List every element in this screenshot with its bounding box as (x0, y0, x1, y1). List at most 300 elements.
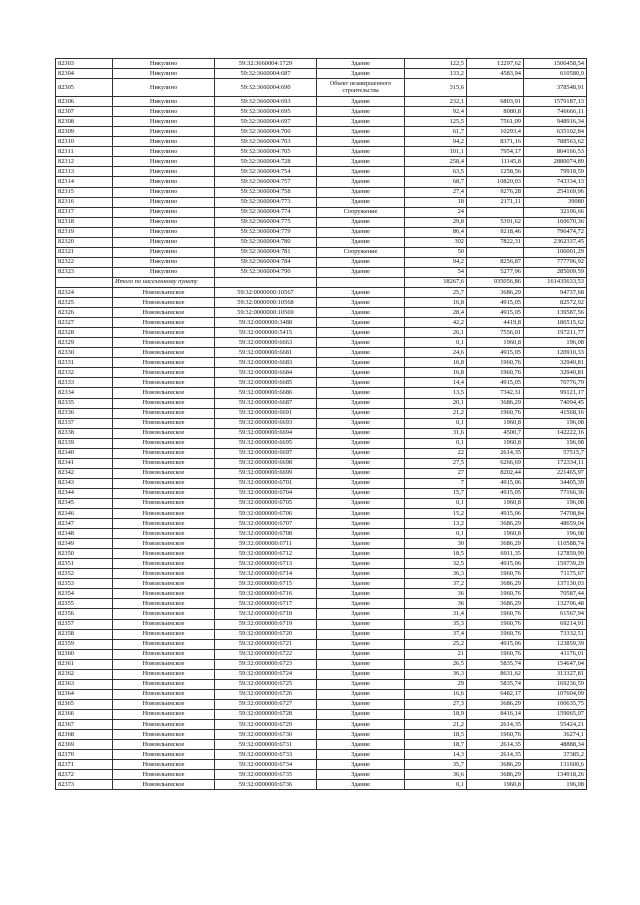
row-number-cell: 82354 (56, 589, 113, 599)
row-number-cell: 82329 (56, 338, 113, 348)
cadastral-value-per-unit-cell: 3686,29 (467, 539, 524, 549)
area-cell: 21,2 (405, 408, 467, 418)
object-type-cell: Здание (317, 458, 405, 468)
object-type-cell: Здание (317, 569, 405, 579)
area-cell: 35,7 (405, 760, 467, 770)
object-type-cell: Здание (317, 559, 405, 569)
table-row (56, 569, 587, 579)
locality-cell: Никулино (113, 137, 215, 147)
locality-cell: Новоильинское (113, 709, 215, 719)
cadastral-number-cell: 59:32:3660004:754 (215, 167, 317, 177)
object-type-cell: Здание (317, 529, 405, 539)
locality-cell: Новоильинское (113, 448, 215, 458)
table-row (56, 167, 587, 177)
cadastral-value-per-unit-cell: 3686,29 (467, 287, 524, 297)
area-cell: 50 (405, 247, 467, 257)
object-type-cell: Здание (317, 267, 405, 277)
cadastral-value-cell: 1506458,54 (524, 59, 587, 69)
row-number-cell: 82344 (56, 488, 113, 498)
table-row (56, 468, 587, 478)
cadastral-number-cell: 59:32:0000000:6728 (215, 709, 317, 719)
cadastral-number-cell: 59:32:0000000:6663 (215, 338, 317, 348)
row-number-cell: 82360 (56, 649, 113, 659)
table-row (56, 147, 587, 157)
area-cell: 14,4 (405, 378, 467, 388)
area-cell: 42,2 (405, 318, 467, 328)
locality-cell: Никулино (113, 157, 215, 167)
row-number-cell: 82319 (56, 227, 113, 237)
locality-cell: Никулино (113, 217, 215, 227)
row-number-cell: 82321 (56, 247, 113, 257)
cadastral-value-per-unit-cell: 1960,8 (467, 338, 524, 348)
table-row (56, 267, 587, 277)
row-number-cell: 82308 (56, 117, 113, 127)
area-cell: 232,1 (405, 97, 467, 107)
area-cell: 125,5 (405, 117, 467, 127)
cadastral-number-cell: 59:32:0000000:6685 (215, 378, 317, 388)
cadastral-value-cell: 142222,16 (524, 428, 587, 438)
locality-cell: Новоильинское (113, 428, 215, 438)
cadastral-value-cell: 57515,7 (524, 448, 587, 458)
object-type-cell: Здание (317, 589, 405, 599)
locality-cell: Новоильинское (113, 408, 215, 418)
row-number-cell: 82330 (56, 348, 113, 358)
subtotal-row (56, 277, 587, 287)
cadastral-number-cell: 59:32:0000000:6714 (215, 569, 317, 579)
cadastral-value-cell: 94737,68 (524, 287, 587, 297)
cadastral-value-per-unit-cell: 5277,96 (467, 267, 524, 277)
cadastral-value-per-unit-cell: 3686,29 (467, 760, 524, 770)
object-type-cell: Здание (317, 197, 405, 207)
cadastral-number-cell: 59:32:3660004:775 (215, 217, 317, 227)
locality-cell: Новоильинское (113, 699, 215, 709)
table-row (56, 730, 587, 740)
cadastral-number-cell: 59:32:0000000:6723 (215, 659, 317, 669)
locality-cell: Никулино (113, 227, 215, 237)
object-type-cell: Здание (317, 378, 405, 388)
cadastral-number-cell: 59:32:0000000:6699 (215, 468, 317, 478)
row-number-cell: 82311 (56, 147, 113, 157)
row-number-cell: 82349 (56, 539, 113, 549)
cadastral-value-cell: 169236,59 (524, 679, 587, 689)
area-cell: 18267,6 (405, 277, 467, 287)
cadastral-value-per-unit-cell: 7556,01 (467, 328, 524, 338)
cadastral-value-cell: 134918,26 (524, 770, 587, 780)
cadastral-number-cell: 59:32:3660004:697 (215, 117, 317, 127)
cadastral-value-cell: 127859,99 (524, 549, 587, 559)
table-row (56, 97, 587, 107)
cadastral-value-per-unit-cell: 11145,8 (467, 157, 524, 167)
cadastral-value-cell: 196,08 (524, 438, 587, 448)
cadastral-value-per-unit-cell: 3686,29 (467, 599, 524, 609)
cadastral-value-cell: 41568,16 (524, 408, 587, 418)
cadastral-value-cell: 313327,81 (524, 669, 587, 679)
object-type-cell: Здание (317, 348, 405, 358)
row-number-cell: 82364 (56, 689, 113, 699)
area-cell: 133,2 (405, 69, 467, 79)
area-cell: 36 (405, 599, 467, 609)
object-type-cell: Здание (317, 398, 405, 408)
cadastral-number-cell: 59:32:0000000:10567 (215, 287, 317, 297)
locality-cell: Новоильинское (113, 438, 215, 448)
cadastral-number-cell: 59:32:0000000:6687 (215, 398, 317, 408)
cadastral-value-cell: 2880074,89 (524, 157, 587, 167)
row-number-cell: 82370 (56, 750, 113, 760)
cadastral-value-cell: 172334,11 (524, 458, 587, 468)
table-row (56, 69, 587, 79)
table-row (56, 549, 587, 559)
object-type-cell: Здание (317, 629, 405, 639)
table-row (56, 187, 587, 197)
cadastral-value-cell: 160670,36 (524, 217, 587, 227)
cadastral-value-per-unit-cell: 935056,86 (467, 277, 524, 287)
table-row (56, 428, 587, 438)
row-number-cell: 82358 (56, 629, 113, 639)
object-type-cell: Здание (317, 117, 405, 127)
area-cell: 94,2 (405, 137, 467, 147)
row-number-cell: 82335 (56, 398, 113, 408)
cadastral-value-per-unit-cell: 8416,14 (467, 709, 524, 719)
area-cell: 18,9 (405, 709, 467, 719)
cadastral-value-cell: 139587,56 (524, 308, 587, 318)
area-cell: 16,6 (405, 689, 467, 699)
cadastral-value-cell: 948916,34 (524, 117, 587, 127)
table-row (56, 709, 587, 719)
object-type-cell: Здание (317, 107, 405, 117)
row-number-cell (56, 277, 113, 287)
locality-cell: Никулино (113, 97, 215, 107)
cadastral-value-per-unit-cell: 7342,31 (467, 388, 524, 398)
cadastral-number-cell: 59:32:0000000:6729 (215, 720, 317, 730)
cadastral-value-cell: 37385,2 (524, 750, 587, 760)
cadastral-number-cell: 59:32:3660004:687 (215, 69, 317, 79)
row-number-cell: 82332 (56, 368, 113, 378)
locality-cell: Новоильинское (113, 348, 215, 358)
row-number-cell: 82318 (56, 217, 113, 227)
table-row (56, 328, 587, 338)
cadastral-value-per-unit-cell: 8256,87 (467, 257, 524, 267)
locality-cell: Никулино (113, 247, 215, 257)
row-number-cell: 82331 (56, 358, 113, 368)
cadastral-value-per-unit-cell: 12297,62 (467, 59, 524, 69)
cadastral-value-per-unit-cell: 1960,76 (467, 569, 524, 579)
locality-cell: Новоильинское (113, 720, 215, 730)
row-number-cell: 82367 (56, 720, 113, 730)
table-row (56, 639, 587, 649)
area-cell: 24,6 (405, 348, 467, 358)
cadastral-value-per-unit-cell: 4583,94 (467, 69, 524, 79)
row-number-cell: 82359 (56, 639, 113, 649)
row-number-cell: 82361 (56, 659, 113, 669)
object-type-cell: Здание (317, 448, 405, 458)
table-row (56, 358, 587, 368)
row-number-cell: 82340 (56, 448, 113, 458)
cadastral-value-cell: 70776,79 (524, 378, 587, 388)
object-type-cell: Здание (317, 699, 405, 709)
locality-cell: Новоильинское (113, 488, 215, 498)
row-number-cell: 82333 (56, 378, 113, 388)
cadastral-value-per-unit-cell: 1960,76 (467, 368, 524, 378)
cadastral-value-per-unit-cell: 4915,05 (467, 378, 524, 388)
cadastral-number-cell: 59:32:3660004:781 (215, 247, 317, 257)
area-cell: 14,3 (405, 750, 467, 760)
cadastral-number-cell: 59:32:0000000:6720 (215, 629, 317, 639)
cadastral-number-cell: 59:32:0000000:6715 (215, 579, 317, 589)
table-row (56, 679, 587, 689)
area-cell: 20,1 (405, 398, 467, 408)
area-cell: 0,1 (405, 418, 467, 428)
area-cell: 28,4 (405, 308, 467, 318)
cadastral-number-cell: 59:32:3660004:705 (215, 147, 317, 157)
table-row (56, 689, 587, 699)
table-row (56, 247, 587, 257)
table-row (56, 619, 587, 629)
locality-cell: Никулино (113, 69, 215, 79)
cadastral-number-cell: 59:32:0000000:6733 (215, 750, 317, 760)
cadastral-value-per-unit-cell: 1960,76 (467, 629, 524, 639)
table-row (56, 488, 587, 498)
cadastral-number-cell: 59:32:3660004:757 (215, 177, 317, 187)
locality-cell: Никулино (113, 197, 215, 207)
cadastral-value-per-unit-cell: 6482,17 (467, 689, 524, 699)
cadastral-number-cell: 59:32:0000000:6718 (215, 609, 317, 619)
cadastral-value-per-unit-cell: 1960,76 (467, 649, 524, 659)
cadastral-value-cell: 106001,29 (524, 247, 587, 257)
table-row (56, 498, 587, 508)
cadastral-value-cell: 2362337,45 (524, 237, 587, 247)
area-cell: 26,5 (405, 659, 467, 669)
row-number-cell: 82326 (56, 308, 113, 318)
cadastral-value-cell: 777796,92 (524, 257, 587, 267)
area-cell: 16,8 (405, 368, 467, 378)
row-number-cell: 82363 (56, 679, 113, 689)
cadastral-value-per-unit-cell: 1258,56 (467, 167, 524, 177)
cadastral-value-per-unit-cell: 3686,29 (467, 699, 524, 709)
cadastral-number-cell: 59:32:0000000:3488 (215, 318, 317, 328)
area-cell: 0,1 (405, 529, 467, 539)
locality-cell: Новоильинское (113, 639, 215, 649)
cadastral-value-per-unit-cell: 1960,8 (467, 438, 524, 448)
row-number-cell: 82366 (56, 709, 113, 719)
cadastral-value-per-unit-cell: 2171,11 (467, 197, 524, 207)
locality-cell: Новоильинское (113, 529, 215, 539)
cadastral-value-per-unit-cell: 1960,76 (467, 408, 524, 418)
locality-cell: Никулино (113, 117, 215, 127)
row-number-cell: 82353 (56, 579, 113, 589)
cadastral-value-cell: 123859,39 (524, 639, 587, 649)
object-type-cell: Сооружение (317, 247, 405, 257)
table-row (56, 478, 587, 488)
locality-cell: Новоильинское (113, 539, 215, 549)
cadastral-number-cell: 59:32:0000000:6734 (215, 760, 317, 770)
row-number-cell: 82345 (56, 498, 113, 508)
table-row (56, 127, 587, 137)
cadastral-value-cell: 77166,36 (524, 488, 587, 498)
object-type-cell: Здание (317, 408, 405, 418)
row-number-cell: 82307 (56, 107, 113, 117)
row-number-cell: 82310 (56, 137, 113, 147)
locality-cell: Новоильинское (113, 629, 215, 639)
cadastral-number-cell: 59:32:0000000:6691 (215, 408, 317, 418)
cadastral-value-per-unit-cell (467, 207, 524, 217)
area-cell: 21 (405, 649, 467, 659)
row-number-cell: 82350 (56, 549, 113, 559)
cadastral-value-cell: 74094,45 (524, 398, 587, 408)
cadastral-value-per-unit-cell: 5391,62 (467, 217, 524, 227)
table-row (56, 659, 587, 669)
cadastral-value-per-unit-cell: 4915,05 (467, 488, 524, 498)
area-cell: 29 (405, 679, 467, 689)
cadastral-number-cell: 59:32:3660004:703 (215, 137, 317, 147)
row-number-cell: 82339 (56, 438, 113, 448)
area-cell: 18 (405, 197, 467, 207)
object-type-cell: Здание (317, 308, 405, 318)
locality-cell: Новоильинское (113, 378, 215, 388)
table-row (56, 308, 587, 318)
cadastral-value-per-unit-cell: 1960,8 (467, 780, 524, 790)
object-type-cell: Здание (317, 137, 405, 147)
locality-cell: Новоильинское (113, 559, 215, 569)
object-type-cell: Здание (317, 97, 405, 107)
area-cell: 16,8 (405, 358, 467, 368)
locality-cell: Новоильинское (113, 740, 215, 750)
locality-cell: Новоильинское (113, 318, 215, 328)
cadastral-value-per-unit-cell: 9218,46 (467, 227, 524, 237)
cadastral-value-per-unit-cell: 2614,35 (467, 720, 524, 730)
row-number-cell: 82352 (56, 569, 113, 579)
cadastral-value-per-unit-cell: 4915,05 (467, 298, 524, 308)
cadastral-number-cell: 59:32:0000000:6704 (215, 488, 317, 498)
table-row (56, 529, 587, 539)
area-cell: 13,5 (405, 388, 467, 398)
table-row (56, 418, 587, 428)
cadastral-number-cell: 59:32:3660004:728 (215, 157, 317, 167)
row-number-cell: 82313 (56, 167, 113, 177)
cadastral-number-cell: 59:32:3660004:758 (215, 187, 317, 197)
area-cell: 25,2 (405, 639, 467, 649)
cadastral-number-cell: 59:32:0000000:6717 (215, 599, 317, 609)
cadastral-value-per-unit-cell: 8631,62 (467, 669, 524, 679)
locality-cell: Никулино (113, 237, 215, 247)
area-cell: 18,5 (405, 549, 467, 559)
table-row (56, 559, 587, 569)
row-number-cell: 82334 (56, 388, 113, 398)
cadastral-value-cell: 197211,77 (524, 328, 587, 338)
cadastral-number-cell: 59:32:0000000:6724 (215, 669, 317, 679)
cadastral-value-per-unit-cell: 1960,76 (467, 589, 524, 599)
cadastral-value-per-unit-cell (467, 247, 524, 257)
object-type-cell: Здание (317, 478, 405, 488)
object-type-cell: Здание (317, 328, 405, 338)
cadastral-number-cell: 59:32:0000000:6731 (215, 740, 317, 750)
cadastral-value-cell: 221465,97 (524, 468, 587, 478)
cadastral-value-cell: 32940,81 (524, 368, 587, 378)
area-cell: 30 (405, 539, 467, 549)
object-type-cell: Здание (317, 679, 405, 689)
row-number-cell: 82371 (56, 760, 113, 770)
row-number-cell: 82320 (56, 237, 113, 247)
locality-cell: Новоильинское (113, 328, 215, 338)
area-cell: 24 (405, 207, 467, 217)
area-cell: 27,5 (405, 458, 467, 468)
table-row (56, 197, 587, 207)
table-row (56, 107, 587, 117)
cadastral-value-cell: 154647,04 (524, 659, 587, 669)
locality-cell: Новоильинское (113, 579, 215, 589)
table-row (56, 287, 587, 297)
locality-cell: Новоильинское (113, 398, 215, 408)
object-type-cell: Здание (317, 579, 405, 589)
object-type-cell: Объект незавершенного строительства (317, 79, 405, 97)
cadastral-number-cell: 59:32:0000000:6705 (215, 498, 317, 508)
locality-cell: Никулино (113, 59, 215, 69)
row-number-cell: 82314 (56, 177, 113, 187)
area-cell: 27 (405, 468, 467, 478)
cadastral-value-per-unit-cell: 1960,76 (467, 358, 524, 368)
cadastral-value-cell: 159739,29 (524, 559, 587, 569)
table-row (56, 448, 587, 458)
cadastral-value-cell: 788563,62 (524, 137, 587, 147)
area-cell: 94,2 (405, 257, 467, 267)
locality-cell: Новоильинское (113, 659, 215, 669)
row-number-cell: 82365 (56, 699, 113, 709)
row-number-cell: 82369 (56, 740, 113, 750)
cadastral-value-per-unit-cell: 7561,09 (467, 117, 524, 127)
row-number-cell: 82305 (56, 79, 113, 97)
cadastral-number-cell: 59:32:0000000:6736 (215, 780, 317, 790)
cadastral-number-cell: 59:32:3660004:773 (215, 197, 317, 207)
object-type-cell: Здание (317, 549, 405, 559)
cadastral-value-cell: 196,08 (524, 338, 587, 348)
locality-cell: Новоильинское (113, 599, 215, 609)
cadastral-number-cell: 59:32:3660004:695 (215, 107, 317, 117)
area-cell: 18,7 (405, 740, 467, 750)
cadastral-value-per-unit-cell: 4915,06 (467, 509, 524, 519)
locality-cell: Никулино (113, 79, 215, 97)
cadastral-value-per-unit-cell: 9276,28 (467, 187, 524, 197)
object-type-cell: Здание (317, 639, 405, 649)
row-number-cell: 82373 (56, 780, 113, 790)
cadastral-value-cell: 378548,91 (524, 79, 587, 97)
object-type-cell: Здание (317, 599, 405, 609)
cadastral-value-cell: 39080 (524, 197, 587, 207)
row-number-cell: 82327 (56, 318, 113, 328)
object-type-cell: Здание (317, 509, 405, 519)
cadastral-value-per-unit-cell: 5835,74 (467, 679, 524, 689)
cadastral-value-cell: 48888,34 (524, 740, 587, 750)
locality-cell: Новоильинское (113, 418, 215, 428)
cadastral-number-cell: 59:32:0000000:10569 (215, 308, 317, 318)
object-type-cell: Здание (317, 740, 405, 750)
cadastral-value-per-unit-cell: 6911,35 (467, 549, 524, 559)
cadastral-value-per-unit-cell: 1960,8 (467, 498, 524, 508)
object-type-cell: Здание (317, 659, 405, 669)
locality-cell: Новоильинское (113, 780, 215, 790)
cadastral-number-cell: 59:32:0000000:6716 (215, 589, 317, 599)
area-cell: 0,1 (405, 438, 467, 448)
cadastral-value-per-unit-cell: 7822,31 (467, 237, 524, 247)
object-type-cell: Здание (317, 237, 405, 247)
area-cell: 0,1 (405, 780, 467, 790)
cadastral-value-cell: 746666,11 (524, 107, 587, 117)
cadastral-number-cell: 59:32:0000000:6722 (215, 649, 317, 659)
table-row (56, 699, 587, 709)
cadastral-value-per-unit-cell: 4915,06 (467, 639, 524, 649)
cadastral-value-cell: 186515,62 (524, 318, 587, 328)
cadastral-value-cell: 107604,09 (524, 689, 587, 699)
locality-cell: Новоильинское (113, 730, 215, 740)
row-number-cell: 82325 (56, 298, 113, 308)
